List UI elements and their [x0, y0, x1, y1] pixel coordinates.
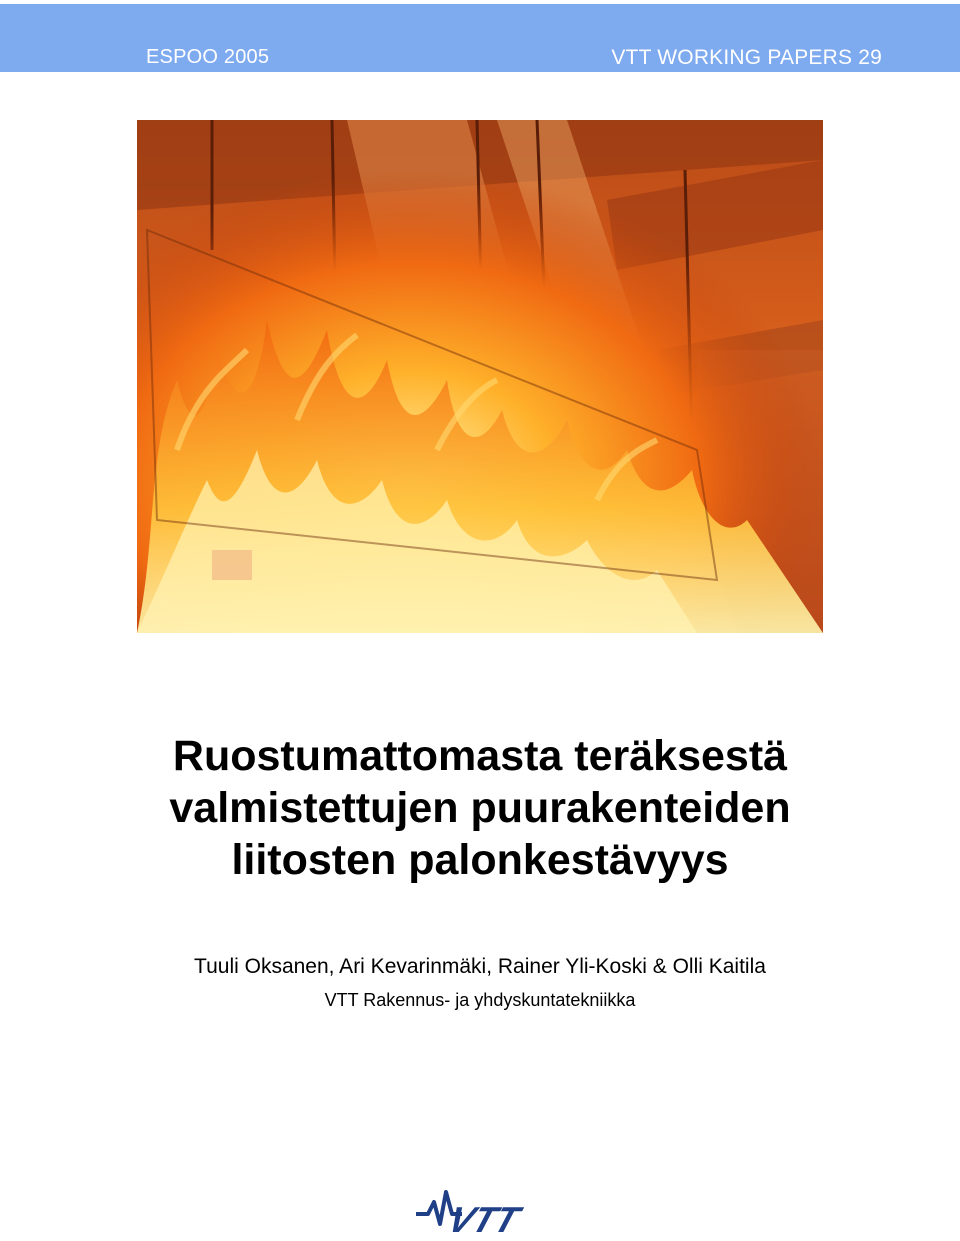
title-line-2: valmistettujen puurakenteiden	[169, 784, 791, 832]
series-place-year: ESPOO 2005	[146, 46, 270, 68]
authors: Tuuli Oksanen, Ari Kevarinmäki, Rainer Yli-Koski & Olli Kaitila	[194, 955, 766, 978]
title-line-3: liitosten palonkestävyys	[231, 836, 729, 884]
logo-text: VTT	[443, 1199, 525, 1236]
title-line-1: Ruostumattomasta teräksestä	[172, 732, 788, 780]
document-title	[0, 730, 960, 886]
fire-photo-icon	[137, 120, 823, 633]
affiliation: VTT Rakennus- ja yhdyskuntatekniikka	[324, 990, 636, 1010]
cover-photo	[137, 120, 823, 633]
series-name: VTT WORKING PAPERS 29	[611, 46, 882, 69]
vtt-logo-icon	[414, 1188, 548, 1236]
